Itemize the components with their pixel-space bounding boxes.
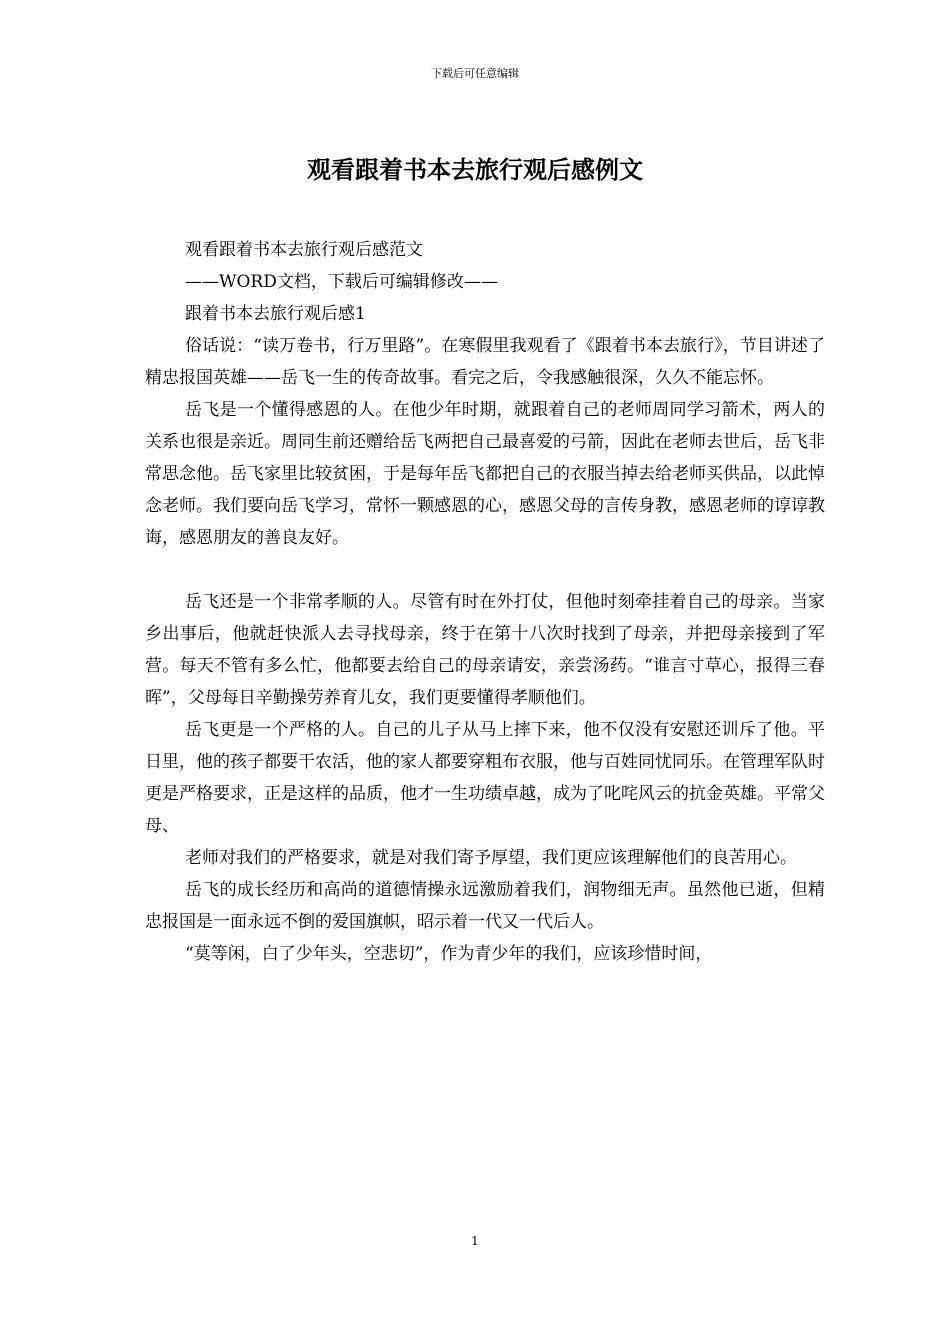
subtitle-paragraph: 观看跟着书本去旅行观后感范文 xyxy=(185,240,423,260)
body-paragraph: 俗话说：“读万卷书，行万里路”。在寒假里我观看了《跟着书本去旅行》，节目讲述了精忠报国英雄——岳飞一生的传奇故事。看完之后，令我感触很深，久久不能忘怀。 xyxy=(145,336,825,388)
body-paragraph: “莫等闲，白了少年头，空悲切”，作为青少年的我们，应该珍惜时间， xyxy=(185,944,713,964)
document-body xyxy=(145,234,825,970)
body-paragraph: 岳飞是一个懂得感恩的人。在他少年时期，就跟着自己的老师周同学习箭术，两人的关系也很是亲近。周同生前还赠给岳飞两把自己最喜爱的弓箭，因此在老师去世后，岳飞非常思念他。岳飞家里比较贫困，于是每年岳飞都把自己的衣服当掉去给老师买供品，以此悼念老师。我们要向岳飞学习，常怀一颗感恩的心，感恩父母的言传身教，感恩老师的谆谆教诲，感恩朋友的善良友好。 xyxy=(145,400,825,548)
body-paragraph: 岳飞更是一个严格的人。自己的儿子从马上摔下来，他不仅没有安慰还训斥了他。平日里，他的孩子都要干农活，他的家人都要穿粗布衣服，他与百姓同忧同乐。在管理军队时更是严格要求，正是这样的品质，他才一生功绩卓越，成为了叱咤风云的抗金英雄。平常父母、 xyxy=(145,720,825,836)
body-paragraph: 老师对我们的严格要求，就是对我们寄予厚望，我们更应该理解他们的良苦用心。 xyxy=(185,848,797,868)
word-note-paragraph: ——WORD文档，下载后可编辑修改—— xyxy=(185,272,498,292)
body-paragraph: 岳飞的成长经历和高尚的道德情操永远激励着我们，润物细无声。虽然他已逝，但精忠报国是一面永远不倒的爱国旗帜，昭示着一代又一代后人。 xyxy=(145,880,825,932)
section-heading: 跟着书本去旅行观后感1 xyxy=(185,304,366,324)
body-paragraph: 岳飞还是一个非常孝顺的人。尽管有时在外打仗，但他时刻牵挂着自己的母亲。当家乡出事后，他就赶快派人去寻找母亲，终于在第十八次时找到了母亲，并把母亲接到了军营。每天不管有多么忙，他都要去给自己的母亲请安，亲尝汤药。“谁言寸草心，报得三春晖”，父母每日辛勤操劳养育儿女，我们更要懂得孝顺他们。 xyxy=(145,592,825,708)
document-title: 观看跟着书本去旅行观后感例文 xyxy=(307,155,643,184)
page-header: 下载后可任意编辑 xyxy=(431,67,519,80)
page-number: 1 xyxy=(471,1234,479,1248)
